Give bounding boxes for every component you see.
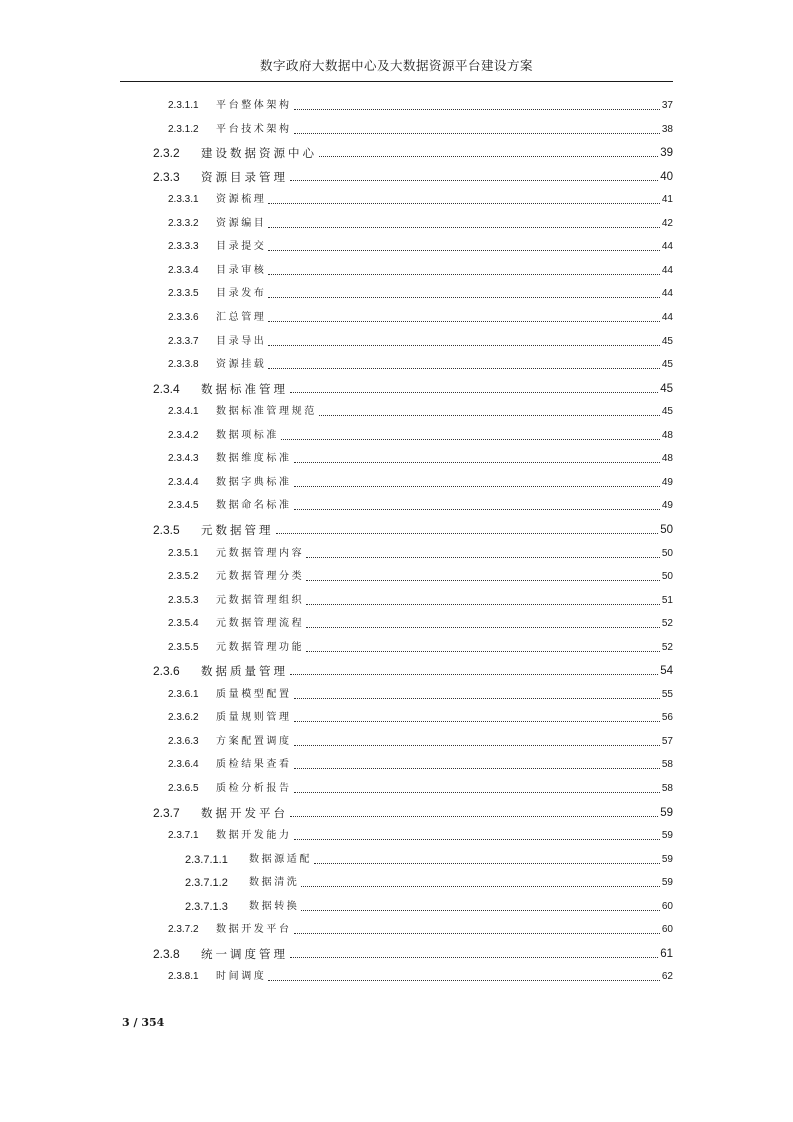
toc-entry-number: 2.3.5.4 [168, 618, 199, 630]
toc-entry-page: 51 [661, 594, 673, 606]
toc-entry-number: 2.3.8.1 [168, 971, 199, 983]
toc-dot-leader [306, 627, 660, 628]
toc-entry-page: 60 [661, 924, 673, 936]
toc-entry-number: 2.3.3.6 [168, 312, 199, 323]
toc-entry-number: 2.3.4.2 [168, 429, 199, 441]
toc-entry-number: 2.3.2 [153, 146, 180, 161]
toc-entry-title: 元数据管理功能 [216, 641, 305, 653]
toc-dot-leader [306, 580, 660, 581]
toc-dot-leader [281, 439, 660, 440]
toc-entry-title: 数据命名标准 [216, 500, 292, 512]
toc-entry-number: 2.3.7 [153, 805, 180, 820]
toc-entry[interactable] [168, 259, 673, 277]
toc-entry-page: 55 [661, 688, 673, 700]
toc-entry[interactable] [153, 165, 673, 183]
toc-entry-title: 数据质量管理 [201, 664, 288, 679]
toc-entry-page: 56 [661, 712, 673, 724]
toc-entry[interactable] [168, 447, 673, 465]
toc-dot-leader [319, 156, 658, 157]
toc-entry-number: 2.3.3.8 [168, 359, 199, 371]
toc-entry-number: 2.3.1.2 [168, 123, 199, 135]
toc-entry[interactable] [168, 918, 673, 936]
toc-entry-title: 元数据管理流程 [216, 618, 305, 630]
toc-entry[interactable] [168, 753, 673, 771]
toc-entry-title: 建设数据资源中心 [201, 146, 317, 161]
toc-entry[interactable] [168, 494, 673, 512]
toc-dot-leader [290, 392, 658, 393]
toc-entry-page: 54 [660, 665, 673, 678]
page-number: 3 / 354 [122, 1016, 165, 1029]
toc-entry-page: 52 [661, 641, 673, 653]
toc-dot-leader [294, 509, 660, 510]
toc-entry-number: 2.3.8 [153, 946, 180, 961]
toc-entry-title: 数据清洗 [249, 877, 300, 889]
toc-entry[interactable] [168, 330, 673, 348]
toc-dot-leader [294, 839, 660, 840]
toc-entry-number: 2.3.5.1 [168, 547, 199, 559]
toc-entry-number: 2.3.3.2 [168, 217, 199, 229]
toc-entry-number: 2.3.3 [153, 169, 180, 184]
toc-entry-title: 数据开发平台 [201, 805, 288, 820]
toc-entry-title: 资源梳理 [216, 194, 267, 206]
toc-entry[interactable] [168, 612, 673, 630]
toc-entry-number: 2.3.3.3 [168, 241, 199, 253]
toc-dot-leader [301, 910, 659, 911]
toc-entry-number: 2.3.4.1 [168, 406, 199, 418]
toc-entry-page: 52 [661, 618, 673, 630]
toc-entry[interactable] [153, 942, 673, 960]
toc-entry-title: 元数据管理组织 [216, 594, 305, 606]
toc-entry-number: 2.3.1.1 [168, 100, 199, 111]
toc-entry-title: 质检分析报告 [216, 783, 292, 794]
toc-entry-number: 2.3.7.2 [168, 924, 199, 936]
toc-entry[interactable] [168, 188, 673, 206]
toc-entry-number: 2.3.6 [153, 664, 180, 679]
toc-entry-title: 元数据管理内容 [216, 547, 305, 559]
toc-entry-title: 数据标准管理规范 [216, 406, 317, 418]
toc-dot-leader [306, 651, 660, 652]
toc-entry[interactable] [168, 636, 673, 654]
toc-entry-page: 59 [661, 830, 673, 842]
toc-entry-title: 数据字典标准 [216, 476, 292, 488]
toc-entry-page: 60 [661, 900, 673, 912]
toc-entry-page: 39 [660, 147, 673, 160]
toc-dot-leader [319, 415, 660, 416]
toc-entry-page: 40 [660, 170, 673, 183]
toc-entry-page: 44 [661, 264, 673, 276]
toc-entry-title: 平台技术架构 [216, 123, 292, 135]
toc-entry-page: 59 [661, 877, 673, 889]
toc-entry-number: 2.3.3.4 [168, 264, 199, 276]
toc-dot-leader [268, 227, 659, 228]
toc-entry-title: 目录发布 [216, 288, 267, 300]
toc-entry-number: 2.3.6.2 [168, 712, 199, 724]
toc-entry-number: 2.3.6.4 [168, 759, 199, 771]
toc-entry[interactable] [168, 424, 673, 442]
toc-entry-title: 时间调度 [216, 971, 267, 983]
toc-entry[interactable] [153, 141, 673, 159]
toc-entry-number: 2.3.7.1 [168, 830, 199, 842]
toc-entry-page: 61 [660, 947, 673, 960]
toc-dot-leader [294, 792, 660, 793]
toc-dot-leader [294, 698, 660, 699]
toc-dot-leader [276, 533, 659, 534]
toc-entry-number: 2.3.7.1.3 [185, 900, 228, 913]
toc-entry-title: 数据标准管理 [201, 381, 288, 396]
toc-dot-leader [294, 133, 660, 134]
toc-entry-page: 59 [661, 853, 673, 865]
toc-dot-leader [268, 980, 659, 981]
toc-entry[interactable] [168, 118, 673, 136]
toc-entry-page: 62 [661, 971, 673, 983]
toc-entry[interactable] [185, 848, 673, 866]
toc-dot-leader [268, 368, 659, 369]
toc-entry[interactable] [153, 377, 673, 395]
toc-dot-leader [301, 886, 659, 887]
toc-entry[interactable] [168, 824, 673, 842]
toc-entry-title: 资源挂载 [216, 359, 267, 371]
toc-dot-leader [294, 721, 660, 722]
toc-entry[interactable] [153, 801, 673, 819]
toc-entry-number: 2.3.5.3 [168, 594, 199, 606]
toc-entry-title: 平台整体架构 [216, 100, 292, 111]
toc-entry-number: 2.3.4 [153, 381, 180, 396]
toc-dot-leader [294, 768, 660, 769]
toc-entry-title: 数据项标准 [216, 429, 279, 441]
toc-entry-page: 44 [661, 288, 673, 300]
toc-entry[interactable] [168, 212, 673, 230]
toc-dot-leader [268, 203, 659, 204]
toc-dot-leader [290, 957, 658, 958]
toc-entry[interactable] [185, 895, 673, 913]
toc-entry[interactable] [168, 400, 673, 418]
toc-entry[interactable] [168, 777, 673, 795]
toc-entry-title: 质量模型配置 [216, 688, 292, 700]
toc-entry-page: 59 [660, 806, 673, 819]
toc-dot-leader [306, 557, 660, 558]
toc-entry-title: 元数据管理分类 [216, 571, 305, 582]
toc-entry-number: 2.3.4.5 [168, 500, 199, 512]
toc-entry-number: 2.3.5.2 [168, 571, 199, 582]
toc-entry-page: 49 [661, 476, 673, 488]
toc-entry[interactable] [168, 589, 673, 607]
toc-entry-title: 元数据管理 [201, 522, 274, 537]
toc-dot-leader [268, 274, 659, 275]
toc-entry-page: 37 [661, 100, 673, 111]
toc-entry-page: 49 [661, 500, 673, 512]
toc-entry-number: 2.3.3.7 [168, 335, 199, 347]
toc-dot-leader [306, 604, 660, 605]
toc-entry[interactable] [168, 306, 673, 324]
toc-entry-title: 数据维度标准 [216, 453, 292, 465]
toc-entry-page: 58 [661, 759, 673, 771]
toc-dot-leader [268, 345, 659, 346]
toc-entry-page: 44 [661, 312, 673, 323]
toc-entry[interactable] [168, 282, 673, 300]
toc-dot-leader [294, 745, 660, 746]
toc-entry[interactable] [168, 353, 673, 371]
toc-entry-title: 质检结果查看 [216, 759, 292, 771]
page-header-title: 数字政府大数据中心及大数据资源平台建设方案 [259, 58, 533, 73]
toc-entry-number: 2.3.6.3 [168, 735, 199, 747]
toc-entry[interactable] [168, 471, 673, 489]
toc-entry-title: 资源编目 [216, 217, 267, 229]
toc-entry-page: 44 [661, 241, 673, 253]
toc-entry[interactable] [168, 235, 673, 253]
toc-entry-number: 2.3.7.1.2 [185, 877, 228, 890]
toc-entry-title: 方案配置调度 [216, 735, 292, 747]
toc-entry-page: 45 [660, 382, 673, 395]
toc-entry-title: 统一调度管理 [201, 946, 288, 961]
toc-entry-number: 2.3.3.5 [168, 288, 199, 300]
toc-dot-leader [294, 933, 660, 934]
toc-entry[interactable] [168, 706, 673, 724]
toc-entry-page: 48 [661, 453, 673, 465]
toc-dot-leader [294, 486, 660, 487]
toc-entry-title: 资源目录管理 [201, 169, 288, 184]
toc-entry-title: 目录导出 [216, 335, 267, 347]
toc-entry-number: 2.3.5 [153, 522, 180, 537]
toc-entry[interactable] [153, 518, 673, 536]
toc-entry[interactable] [168, 730, 673, 748]
toc-entry-page: 38 [661, 123, 673, 135]
toc-entry-page: 45 [661, 359, 673, 371]
toc-dot-leader [268, 250, 659, 251]
toc-entry-page: 48 [661, 429, 673, 441]
toc-dot-leader [290, 674, 658, 675]
toc-entry[interactable] [185, 871, 673, 889]
toc-entry[interactable] [168, 565, 673, 583]
toc-entry-title: 目录审核 [216, 264, 267, 276]
toc-entry-number: 2.3.4.3 [168, 453, 199, 465]
toc-entry-title: 目录提交 [216, 241, 267, 253]
toc-entry-title: 数据转换 [249, 900, 300, 912]
toc-entry[interactable] [168, 94, 673, 112]
toc-entry-page: 41 [661, 194, 673, 206]
toc-entry[interactable] [168, 683, 673, 701]
toc-entry-page: 45 [661, 335, 673, 347]
toc-entry[interactable] [168, 542, 673, 560]
toc-dot-leader [290, 180, 658, 181]
toc-entry-title: 数据开发平台 [216, 924, 292, 936]
toc-entry-number: 2.3.4.4 [168, 476, 199, 488]
toc-dot-leader [294, 109, 660, 110]
toc-entry-page: 50 [661, 571, 673, 582]
toc-entry-page: 50 [660, 523, 673, 536]
toc-entry-number: 2.3.7.1.1 [185, 853, 228, 866]
toc-dot-leader [314, 863, 660, 864]
toc-entry-number: 2.3.6.1 [168, 688, 199, 700]
toc-entry[interactable] [153, 659, 673, 677]
toc-dot-leader [290, 816, 658, 817]
toc-entry-title: 数据开发能力 [216, 830, 292, 842]
toc-entry-page: 50 [661, 547, 673, 559]
toc-entry-title: 数据源适配 [249, 853, 312, 865]
toc-entry-page: 42 [661, 217, 673, 229]
toc-entry-number: 2.3.5.5 [168, 641, 199, 653]
toc-entry-number: 2.3.6.5 [168, 783, 199, 794]
toc-entry-page: 58 [661, 783, 673, 794]
toc-dot-leader [268, 297, 659, 298]
toc-entry-title: 汇总管理 [216, 312, 267, 323]
toc-entry-page: 45 [661, 406, 673, 418]
toc-dot-leader [268, 321, 659, 322]
toc-entry-number: 2.3.3.1 [168, 194, 199, 206]
toc-dot-leader [294, 462, 660, 463]
toc-entry-title: 质量规则管理 [216, 712, 292, 724]
toc-entry-page: 57 [661, 735, 673, 747]
toc-entry[interactable] [168, 965, 673, 983]
